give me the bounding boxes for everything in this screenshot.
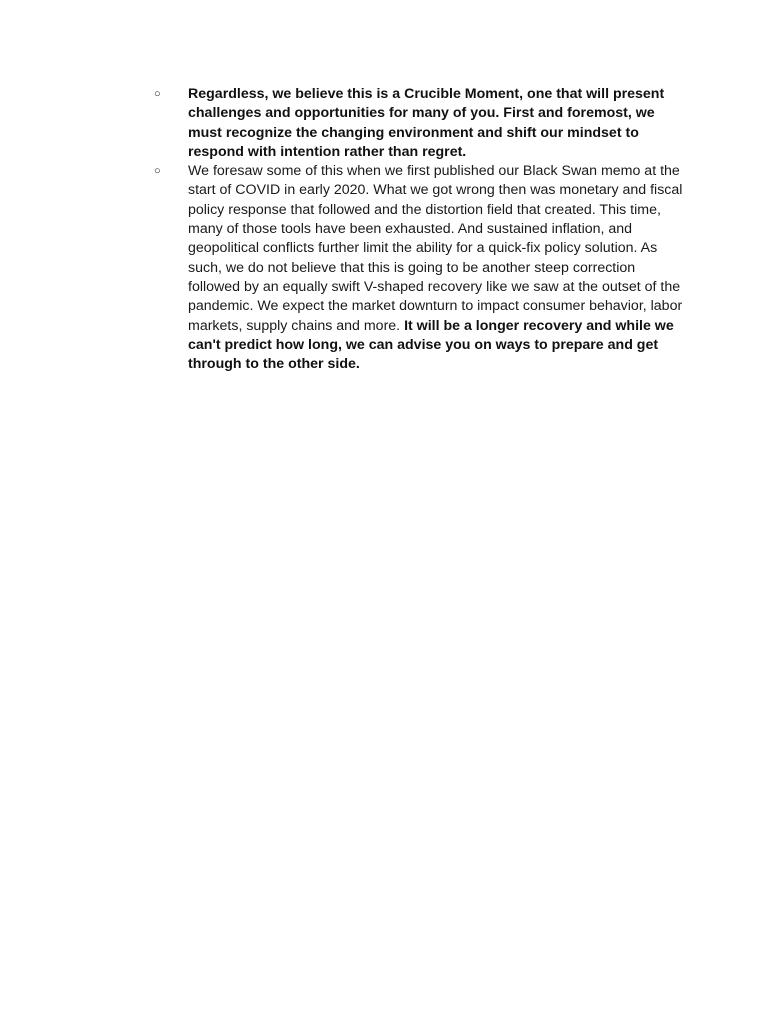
bullet-item-black-swan <box>150 162 690 374</box>
longer-recovery-text: It will be a longer recovery and while we can't predict how long, we can advise you on ways to prepare and get through to the other side. <box>188 317 674 373</box>
crucible-moment-text: Regardless, we believe this is a Crucible Moment, one that will present challenges and opportunities for many of you. First and foremost, we must recognize the changing environment and shift our mindset to respond with intention rather than regret. <box>188 86 665 160</box>
black-swan-text: We foresaw some of this when we first published our Black Swan memo at the start of COVID in early 2020. What we got wrong then was monetary and fiscal policy response that followed and the distortion field that created. This time, many of those tools have been exhausted. And sustained inflation, and geopolitical conflicts further limit the ability for a quick-fix policy solution. As such, we do not believe that this is going to be another steep correction followed by an equally swift V-shaped recovery like we saw at the outset of the pandemic. We expect the market downturn to impact consumer behavior, labor markets, supply chains and more. <box>188 163 683 334</box>
hollow-circle-bullet-icon: ○ <box>154 88 161 100</box>
bullet-list <box>150 85 690 374</box>
bullet-item-crucible-moment <box>150 85 690 162</box>
hollow-circle-bullet-icon: ○ <box>154 165 161 178</box>
